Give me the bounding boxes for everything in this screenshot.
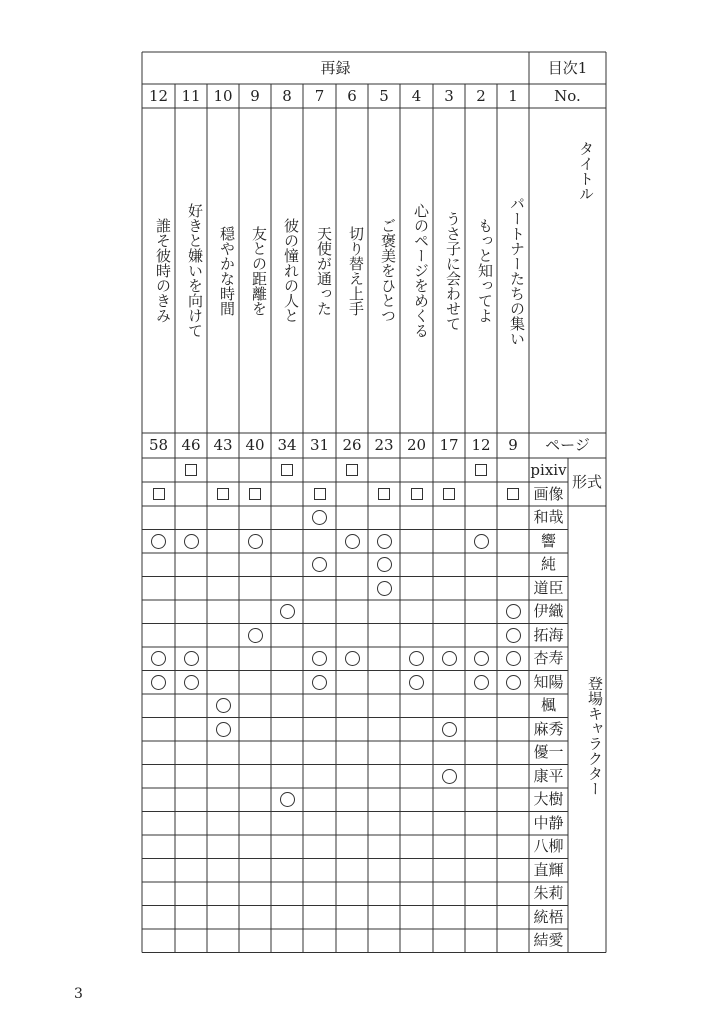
appearance-mark [151,675,166,690]
character-name: 純 [540,555,556,574]
entry-number: 6 [347,86,357,105]
appearance-mark [248,534,263,549]
entry-number: 11 [181,86,201,105]
appearance-mark [377,534,392,549]
appearance-mark [377,557,392,572]
character-name: 朱莉 [533,884,564,903]
entry-title: うさ子に会わせて [444,210,462,331]
appearance-mark [312,675,327,690]
appearance-mark [216,698,231,713]
entry-number: 8 [282,86,292,105]
character-name: 楓 [540,696,556,715]
entry-title: 穏やかな時間 [218,225,236,316]
format-mark-image [443,488,455,500]
appearance-mark [345,534,360,549]
format-mark-image [411,488,423,500]
entry-page: 58 [148,436,169,454]
character-name: 杏寿 [533,649,564,668]
appearance-mark [506,651,521,666]
format-mark-image [153,488,165,500]
entry-title: 友との距離を [250,225,268,316]
character-name: 中静 [533,813,564,832]
entry-title: 切り替え上手 [347,225,365,316]
format-label-pixiv: pixiv [530,460,567,479]
entry-page: 20 [406,436,427,454]
entry-title: もっと知ってよ [476,218,494,323]
entry-page: 17 [439,436,459,454]
appearance-mark [248,628,263,643]
entry-page: 9 [508,436,518,454]
appearance-mark [506,604,521,619]
appearance-mark [474,651,489,666]
entry-number: 12 [148,86,169,105]
appearance-mark [377,581,392,596]
appearance-mark [280,604,295,619]
format-mark-image [314,488,326,500]
character-name: 響 [540,531,556,550]
entry-page: 34 [277,436,297,454]
page-number: 3 [74,986,83,1002]
entry-page: 26 [342,436,362,454]
entry-number: 3 [444,86,454,105]
character-name: 麻秀 [533,719,564,738]
entry-page: 12 [471,436,491,454]
appearance-mark [216,722,231,737]
appearance-mark [409,675,424,690]
entry-number: 9 [250,86,260,105]
appearance-mark [474,534,489,549]
character-name: 伊織 [533,602,564,621]
appearance-mark [506,675,521,690]
appearance-mark [184,534,199,549]
entry-title: 心のページをめくる [412,203,430,338]
format-mark-image [249,488,261,500]
format-header: 形式 [571,472,602,491]
entry-number: 10 [213,86,233,105]
entry-page: 23 [374,436,394,454]
format-mark-image [378,488,390,500]
entry-title: 天使が通った [315,225,333,316]
appearance-mark [345,651,360,666]
appearance-mark [151,534,166,549]
format-mark-pixiv [281,464,293,476]
entry-page: 40 [245,436,265,454]
appearance-mark [184,651,199,666]
entry-number: 2 [476,86,486,105]
character-name: 優一 [533,743,564,762]
appearance-mark [442,769,457,784]
appearance-mark [280,792,295,807]
character-name: 康平 [533,766,564,785]
entry-title: ご褒美をひとつ [379,218,397,323]
entry-title: パートナーたちの集い [508,195,526,346]
section-title: 再録 [320,58,351,77]
character-name: 直輝 [533,860,564,879]
format-mark-pixiv [475,464,487,476]
number-header: No. [554,86,581,105]
page-header: ページ [545,436,590,454]
entry-number: 1 [508,86,518,105]
character-name: 八柳 [533,837,564,856]
entry-number: 5 [379,86,389,105]
entry-page: 46 [181,436,201,454]
character-name: 道臣 [533,578,564,597]
format-mark-image [507,488,519,500]
character-name: 拓海 [533,625,564,644]
entry-number: 4 [411,86,422,105]
format-label-image: 画像 [533,484,564,503]
character-name: 統梧 [533,907,564,926]
character-name: 大樹 [533,790,564,809]
appearance-mark [184,675,199,690]
character-name: 結愛 [533,931,564,950]
entry-title: 誰そ彼時のきみ [154,218,172,323]
appearance-mark [442,651,457,666]
format-mark-pixiv [346,464,358,476]
title-header: タイトル [577,141,595,201]
entry-page: 43 [213,436,233,454]
toc-label: 目次1 [547,58,588,77]
character-name: 和哉 [533,508,564,527]
entry-title: 好きと嫌いを向けて [186,203,204,338]
appearance-mark [474,675,489,690]
characters-header: 登場キャラクター [586,676,604,796]
character-name: 知陽 [533,672,564,691]
format-mark-pixiv [185,464,197,476]
appearance-mark [442,722,457,737]
entry-page: 31 [309,436,330,454]
entry-title: 彼の憧れの人と [282,218,300,323]
appearance-mark [506,628,521,643]
format-mark-image [217,488,229,500]
entry-number: 7 [314,86,325,105]
